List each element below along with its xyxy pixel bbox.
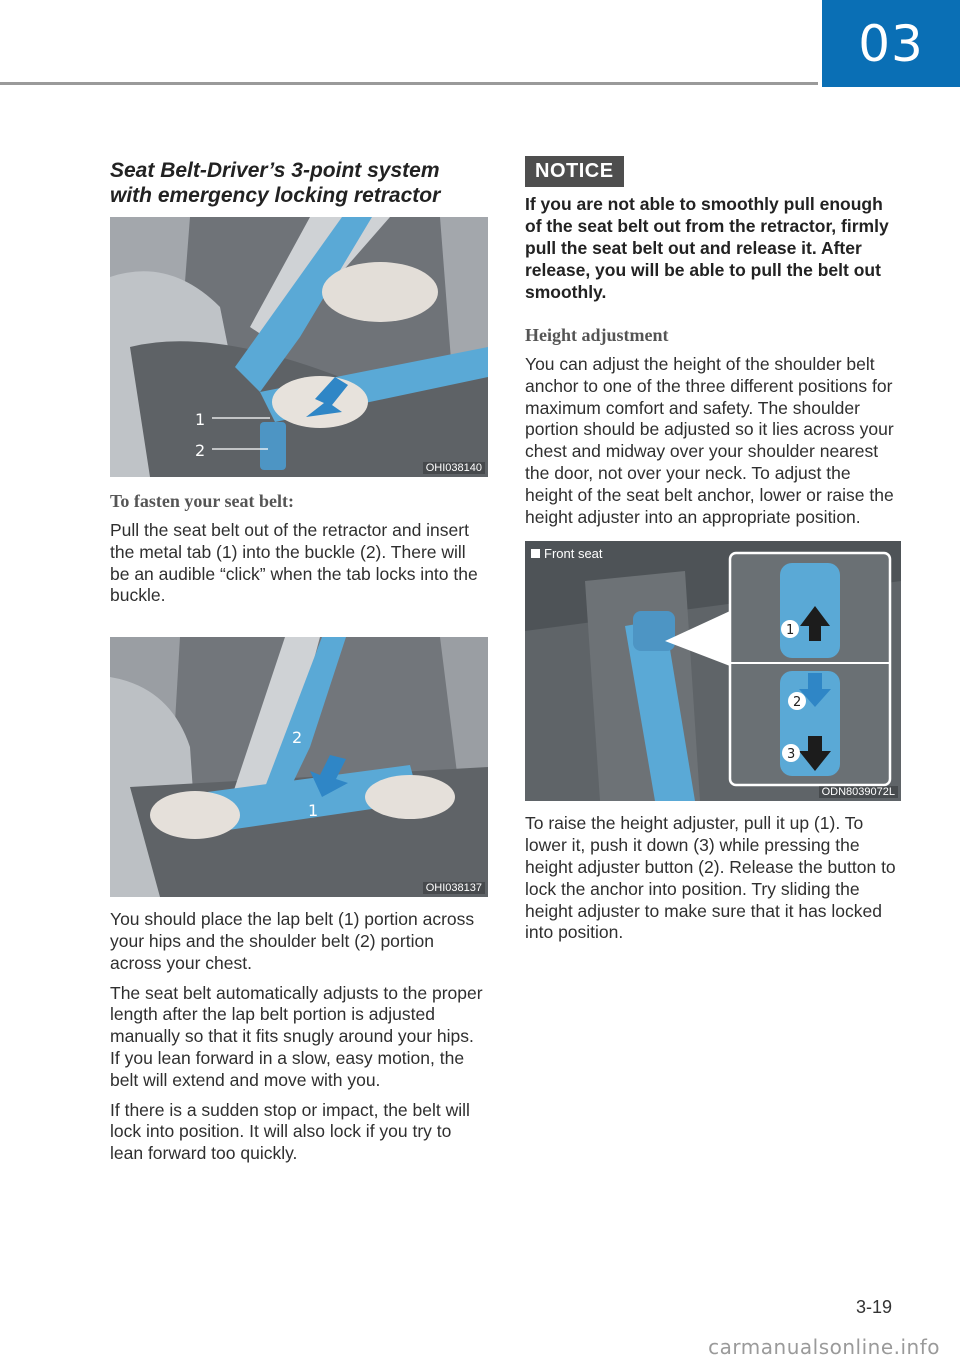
figure-code: OHI038137 bbox=[423, 882, 485, 894]
illustration-fasten-belt bbox=[110, 217, 488, 477]
notice-text: If you are not able to smoothly pull enough of the seat belt out from the retractor, firmly pull the seat belt out and release it. After release, you will be able to pull the belt out smoothly. bbox=[525, 194, 889, 302]
raise-text: To raise the height adjuster, pull it up (1). To lower it, push it down (3) while pressing the height adjuster button (2). Release the button to lock the anchor into position. Try sliding the height adjuster to make sure that it has locked into position. bbox=[525, 813, 896, 943]
illustration-height-adjuster bbox=[525, 541, 901, 801]
paragraph-auto-adjust: The seat belt automatically adjusts to the proper length after the lap belt portion is adjusted manually so that it fits snugly around your hips. If you lean forward in a slow, easy motion, the belt will extend and move with you. bbox=[110, 982, 483, 1090]
section-title-line-2: with emergency locking retractor bbox=[110, 184, 441, 207]
callout-1: 1 bbox=[308, 801, 319, 821]
page-number: 3-19 bbox=[855, 1297, 892, 1317]
figure-code: ODN8039072L bbox=[819, 786, 898, 798]
chapter-tab bbox=[822, 0, 960, 87]
front-seat-label bbox=[531, 546, 603, 561]
callout-2: 2 bbox=[195, 441, 206, 460]
header-rule bbox=[0, 82, 818, 85]
callout-3: 3 bbox=[787, 747, 796, 763]
height-heading: Height adjustment bbox=[525, 325, 669, 345]
front-seat-text: Front seat bbox=[544, 546, 603, 562]
watermark: carmanualsonline.info bbox=[708, 1335, 940, 1359]
callout-2: 2 bbox=[793, 695, 802, 711]
illustration-belt-position bbox=[110, 637, 488, 897]
height-text: You can adjust the height of the shoulder belt anchor to one of the three different positions for maximum comfort and safety. The shoulder portion should be adjusted so it lies across your chest and midway over your shoulder nearest the door, not over your neck. To adjust the height of the seat belt anchor, lower or raise the height adjuster into an appropriate position. bbox=[525, 354, 894, 527]
figure-code: OHI038140 bbox=[423, 462, 485, 474]
callout-1: 1 bbox=[786, 623, 795, 639]
section-title bbox=[110, 158, 488, 208]
figure-fasten-belt bbox=[110, 217, 488, 477]
section-title-line-1: Seat Belt-Driver’s 3-point system bbox=[110, 159, 440, 182]
figure-height-adjuster bbox=[525, 541, 901, 801]
chapter-number: 03 bbox=[858, 14, 924, 73]
square-bullet-icon bbox=[531, 549, 540, 558]
fasten-text: Pull the seat belt out of the retractor and insert the metal tab (1) into the buckle (2). There will be an audible “click” when the tab locks into the buckle. bbox=[110, 520, 478, 606]
right-column bbox=[525, 156, 903, 944]
callout-1: 1 bbox=[195, 410, 206, 429]
left-column bbox=[110, 158, 488, 1165]
notice-label: NOTICE bbox=[525, 156, 624, 187]
fasten-heading: To fasten your seat belt: bbox=[110, 491, 294, 511]
figure-belt-position bbox=[110, 637, 488, 897]
paragraph-lap-belt: You should place the lap belt (1) portion across your hips and the shoulder belt (2) portion across your chest. bbox=[110, 909, 475, 973]
callout-2: 2 bbox=[292, 728, 303, 748]
paragraph-sudden-stop: If there is a sudden stop or impact, the belt will lock into position. It will also lock if you try to lean forward too quickly. bbox=[110, 1099, 470, 1164]
